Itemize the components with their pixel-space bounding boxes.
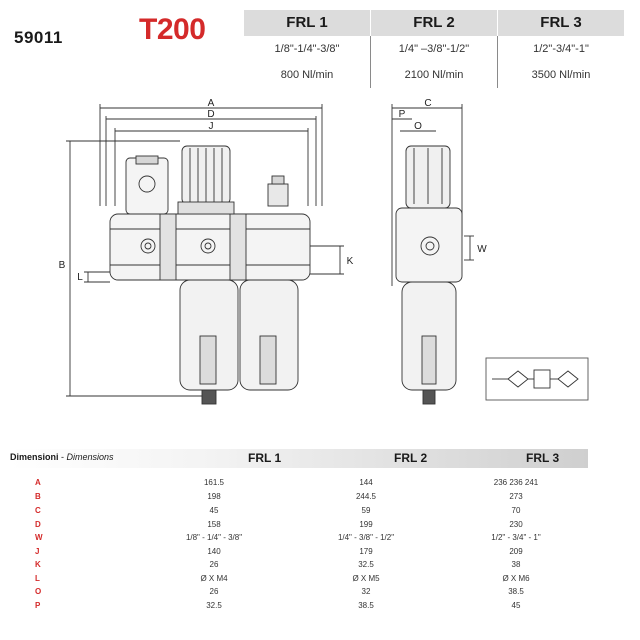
dim-key: B xyxy=(35,492,41,501)
spec-flow-frl3: 3500 Nl/min xyxy=(531,69,591,81)
dim-value: 198 xyxy=(207,492,221,501)
dim-value: 209 xyxy=(509,547,523,556)
spec-col-frl1: FRL 1 xyxy=(244,10,371,36)
dim-label-c: C xyxy=(424,98,432,109)
spec-ports-frl3: 1/2"-3/4"-1" xyxy=(533,43,589,55)
dim-value: Ø X M5 xyxy=(352,574,380,583)
dim-value: 1/8" - 1/4" - 3/8" xyxy=(185,533,243,542)
table-row xyxy=(0,574,640,587)
dim-label-d: D xyxy=(207,109,215,120)
spec-ports-frl2: 1/4" –3/8"-1/2" xyxy=(371,36,498,62)
dim-value: 32.5 xyxy=(206,601,222,610)
dim-value: 179 xyxy=(359,547,373,556)
dim-key: A xyxy=(35,478,41,487)
dim-key: L xyxy=(35,574,40,583)
dim-label-a: A xyxy=(207,98,215,109)
dimensions-title-en: Dimensions xyxy=(66,452,114,462)
dim-key: D xyxy=(35,520,41,529)
dim-label-b: B xyxy=(58,260,66,271)
table-row xyxy=(0,506,640,519)
dim-key: W xyxy=(35,533,43,542)
table-row xyxy=(0,478,640,491)
technical-drawing xyxy=(40,96,600,426)
dim-value: 32 xyxy=(361,587,371,596)
dim-key: K xyxy=(35,560,41,569)
dimensions-title xyxy=(10,452,114,462)
spec-table xyxy=(244,10,624,88)
dim-key: C xyxy=(35,506,41,515)
dim-value: 158 xyxy=(207,520,221,529)
dim-value: 199 xyxy=(359,520,373,529)
dim-value: 244.5 xyxy=(355,492,377,501)
table-row xyxy=(0,547,640,560)
dim-col-frl2: FRL 2 xyxy=(394,451,428,465)
dim-label-k: K xyxy=(346,256,354,267)
dim-key: P xyxy=(35,601,41,610)
dim-label-p: P xyxy=(398,109,406,120)
dim-key: J xyxy=(35,547,40,556)
dim-value: 26 xyxy=(209,587,219,596)
dim-value: 273 xyxy=(509,492,523,501)
spec-flow-row xyxy=(244,62,624,88)
spec-flow-frl2: 2100 Nl/min xyxy=(371,62,498,88)
dim-value: 45 xyxy=(511,601,521,610)
table-row xyxy=(0,560,640,573)
table-row xyxy=(0,492,640,505)
dimensions-header xyxy=(10,449,588,468)
spec-header-row xyxy=(244,10,624,36)
dim-value: 38 xyxy=(511,560,521,569)
dim-value: 230 xyxy=(509,520,523,529)
dim-value: 26 xyxy=(209,560,219,569)
dim-value: 140 xyxy=(207,547,221,556)
dim-label-w: W xyxy=(477,244,487,255)
spec-col-frl2: FRL 2 xyxy=(371,10,498,36)
table-row xyxy=(0,533,640,546)
dim-value: 32.5 xyxy=(358,560,374,569)
dim-value: 1/4" - 3/8" - 1/2" xyxy=(337,533,395,542)
dim-label-j: J xyxy=(208,121,214,132)
dim-value: 59 xyxy=(361,506,371,515)
dim-value: Ø X M4 xyxy=(200,574,228,583)
spec-ports-row xyxy=(244,36,624,62)
dim-value: Ø X M6 xyxy=(502,574,530,583)
spec-col-frl3: FRL 3 xyxy=(540,14,582,31)
dim-value: 161.5 xyxy=(203,478,225,487)
dim-col-frl3: FRL 3 xyxy=(526,451,560,465)
model-name: T200 xyxy=(139,13,206,46)
table-row xyxy=(0,520,640,533)
dimensions-title-sep: - xyxy=(58,452,67,462)
dim-value: 70 xyxy=(511,506,521,515)
spec-flow-frl1: 800 Nl/min xyxy=(244,62,371,88)
spec-ports-frl1: 1/8"-1/4"-3/8" xyxy=(244,36,371,62)
dim-value: 38.5 xyxy=(508,587,524,596)
dim-value: 144 xyxy=(359,478,373,487)
dim-col-frl1: FRL 1 xyxy=(248,451,282,465)
table-row xyxy=(0,587,640,600)
dim-value: 38.5 xyxy=(358,601,374,610)
table-row xyxy=(0,601,640,614)
dim-label-o: O xyxy=(414,121,422,132)
dim-value: 1/2" - 3/4" - 1" xyxy=(491,533,541,542)
dim-label-l: L xyxy=(77,272,83,283)
product-code: 59011 xyxy=(14,28,63,47)
dim-value: 45 xyxy=(209,506,219,515)
dim-value: 236 236 241 xyxy=(493,478,539,487)
dimensions-title-it: Dimensioni xyxy=(10,452,59,462)
dim-key: O xyxy=(35,587,42,596)
